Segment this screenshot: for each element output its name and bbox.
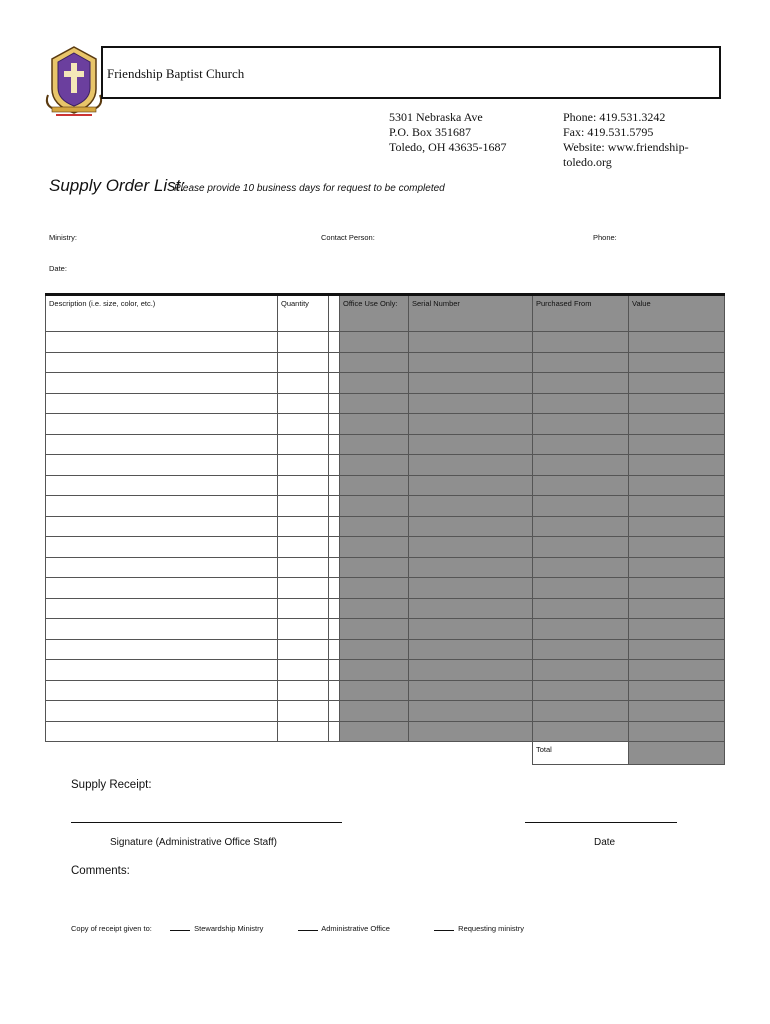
table-row	[46, 434, 725, 455]
quantity-cell[interactable]	[278, 434, 329, 455]
contact-fax: Fax: 419.531.5795	[563, 125, 654, 139]
signature-line[interactable]	[71, 822, 342, 823]
value-cell[interactable]	[629, 701, 725, 722]
quantity-cell[interactable]	[278, 373, 329, 394]
office-use-cell[interactable]	[340, 598, 409, 619]
copy-receipt-label: Copy of receipt given to:	[71, 924, 152, 933]
office-use-cell[interactable]	[340, 619, 409, 640]
description-cell[interactable]	[46, 660, 278, 681]
copy-receipt-row	[71, 924, 524, 933]
value-cell[interactable]	[629, 680, 725, 701]
value-cell[interactable]	[629, 598, 725, 619]
description-cell[interactable]	[46, 557, 278, 578]
value-cell[interactable]	[629, 373, 725, 394]
quantity-cell[interactable]	[278, 578, 329, 599]
purchased-from-cell[interactable]	[533, 660, 629, 681]
spacer-cell	[329, 352, 340, 373]
church-contact	[563, 110, 689, 170]
spacer-cell	[329, 516, 340, 537]
spacer-cell	[329, 414, 340, 435]
office-use-cell[interactable]	[340, 721, 409, 742]
quantity-cell[interactable]	[278, 455, 329, 476]
spacer-cell	[329, 373, 340, 394]
description-cell[interactable]	[46, 475, 278, 496]
office-use-cell[interactable]	[340, 537, 409, 558]
serial-number-cell[interactable]	[409, 660, 533, 681]
office-use-cell[interactable]	[340, 496, 409, 517]
serial-number-cell[interactable]	[409, 639, 533, 660]
spacer-cell	[329, 537, 340, 558]
office-use-cell[interactable]	[340, 639, 409, 660]
description-cell[interactable]	[46, 352, 278, 373]
phone-field[interactable]: Phone:	[593, 233, 617, 242]
value-cell[interactable]	[629, 660, 725, 681]
serial-number-cell[interactable]	[409, 598, 533, 619]
office-use-cell[interactable]	[340, 701, 409, 722]
table-row	[46, 721, 725, 742]
value-cell[interactable]	[629, 393, 725, 414]
purchased-from-cell[interactable]	[533, 496, 629, 517]
signature-label: Signature (Administrative Office Staff)	[110, 837, 277, 848]
office-use-cell[interactable]	[340, 414, 409, 435]
description-cell[interactable]	[46, 578, 278, 599]
date-label: Date	[594, 837, 616, 848]
purchased-from-cell[interactable]	[533, 414, 629, 435]
spacer-cell	[329, 332, 340, 353]
quantity-cell[interactable]	[278, 557, 329, 578]
spacer-cell	[329, 701, 340, 722]
quantity-cell[interactable]	[278, 393, 329, 414]
office-use-cell[interactable]	[340, 352, 409, 373]
value-cell[interactable]	[629, 414, 725, 435]
spacer-cell	[329, 598, 340, 619]
table-header-row	[46, 295, 725, 332]
purchased-from-cell[interactable]	[533, 598, 629, 619]
spacer-cell	[329, 680, 340, 701]
purchased-from-cell[interactable]	[533, 537, 629, 558]
serial-number-cell[interactable]	[409, 434, 533, 455]
quantity-cell[interactable]	[278, 475, 329, 496]
office-use-cell[interactable]	[340, 393, 409, 414]
table-row	[46, 455, 725, 476]
office-use-cell[interactable]	[340, 434, 409, 455]
serial-number-cell[interactable]	[409, 701, 533, 722]
serial-number-cell[interactable]	[409, 475, 533, 496]
value-cell[interactable]	[629, 537, 725, 558]
spacer-cell	[329, 639, 340, 660]
office-use-cell[interactable]	[340, 455, 409, 476]
purchased-from-cell[interactable]	[533, 680, 629, 701]
serial-number-cell[interactable]	[409, 393, 533, 414]
description-cell[interactable]	[46, 373, 278, 394]
requesting-blank[interactable]	[434, 930, 454, 931]
table-row	[46, 598, 725, 619]
date-field[interactable]: Date:	[49, 264, 67, 273]
contact-phone: Phone: 419.531.3242	[563, 110, 666, 124]
contact-website: Website: www.friendship-	[563, 140, 689, 154]
serial-number-cell[interactable]	[409, 414, 533, 435]
quantity-cell[interactable]	[278, 619, 329, 640]
purchased-from-cell[interactable]	[533, 516, 629, 537]
spacer-cell	[329, 455, 340, 476]
church-address	[389, 110, 506, 155]
office-use-cell[interactable]	[340, 660, 409, 681]
purchased-from-cell[interactable]	[533, 434, 629, 455]
contact-person-field[interactable]: Contact Person:	[321, 233, 375, 242]
quantity-cell[interactable]	[278, 414, 329, 435]
serial-number-cell[interactable]	[409, 516, 533, 537]
table-row	[46, 496, 725, 517]
description-cell[interactable]	[46, 393, 278, 414]
address-line: 5301 Nebraska Ave	[389, 110, 483, 124]
value-cell[interactable]	[629, 721, 725, 742]
supply-order-table	[45, 293, 725, 765]
comments-heading: Comments:	[71, 865, 130, 877]
quantity-cell[interactable]	[278, 701, 329, 722]
spacer-cell	[329, 434, 340, 455]
quantity-cell[interactable]	[278, 516, 329, 537]
spacer-cell	[329, 660, 340, 681]
description-cell[interactable]	[46, 639, 278, 660]
ministry-field[interactable]: Ministry:	[49, 233, 77, 242]
value-cell[interactable]	[629, 619, 725, 640]
total-label: Total	[533, 742, 629, 765]
value-cell[interactable]	[629, 496, 725, 517]
col-quantity: Quantity	[278, 295, 329, 332]
total-row	[46, 742, 725, 765]
description-cell[interactable]	[46, 434, 278, 455]
admin-office-blank[interactable]	[298, 930, 318, 931]
value-cell[interactable]	[629, 434, 725, 455]
table-row	[46, 557, 725, 578]
date-line[interactable]	[525, 822, 677, 823]
page-subtitle: Please provide 10 business days for request to be completed	[174, 183, 445, 194]
table-row	[46, 701, 725, 722]
spacer-cell	[329, 393, 340, 414]
purchased-from-cell[interactable]	[533, 619, 629, 640]
option-admin-office: Administrative Office	[321, 924, 390, 933]
church-name: Friendship Baptist Church	[107, 66, 245, 81]
col-office-use: Office Use Only:	[340, 295, 409, 332]
spacer-cell	[329, 475, 340, 496]
description-cell[interactable]	[46, 516, 278, 537]
col-description: Description (i.e. size, color, etc.)	[46, 295, 278, 332]
page-title: Supply Order List:	[49, 176, 186, 195]
value-cell[interactable]	[629, 557, 725, 578]
purchased-from-cell[interactable]	[533, 578, 629, 599]
table-row	[46, 578, 725, 599]
address-line: P.O. Box 351687	[389, 125, 472, 139]
description-cell[interactable]	[46, 701, 278, 722]
quantity-cell[interactable]	[278, 680, 329, 701]
value-cell[interactable]	[629, 639, 725, 660]
option-requesting: Requesting ministry	[458, 924, 525, 933]
serial-number-cell[interactable]	[409, 619, 533, 640]
description-cell[interactable]	[46, 680, 278, 701]
col-serial-number: Serial Number	[409, 295, 533, 332]
value-cell[interactable]	[629, 578, 725, 599]
serial-number-cell[interactable]	[409, 578, 533, 599]
purchased-from-cell[interactable]	[533, 639, 629, 660]
office-use-cell[interactable]	[340, 516, 409, 537]
description-cell[interactable]	[46, 537, 278, 558]
option-stewardship: Stewardship Ministry	[194, 924, 264, 933]
office-use-cell[interactable]	[340, 557, 409, 578]
spacer-cell	[329, 496, 340, 517]
table-row	[46, 660, 725, 681]
description-cell[interactable]	[46, 414, 278, 435]
serial-number-cell[interactable]	[409, 557, 533, 578]
table-row	[46, 393, 725, 414]
quantity-cell[interactable]	[278, 660, 329, 681]
value-cell[interactable]	[629, 352, 725, 373]
purchased-from-cell[interactable]	[533, 475, 629, 496]
col-spacer	[329, 295, 340, 332]
description-cell[interactable]	[46, 455, 278, 476]
quantity-cell[interactable]	[278, 721, 329, 742]
serial-number-cell[interactable]	[409, 721, 533, 742]
office-use-cell[interactable]	[340, 680, 409, 701]
quantity-cell[interactable]	[278, 639, 329, 660]
total-value-cell[interactable]	[629, 742, 725, 765]
serial-number-cell[interactable]	[409, 496, 533, 517]
office-use-cell[interactable]	[340, 475, 409, 496]
spacer-cell	[329, 578, 340, 599]
stewardship-blank[interactable]	[170, 930, 190, 931]
serial-number-cell[interactable]	[409, 455, 533, 476]
purchased-from-cell[interactable]	[533, 393, 629, 414]
office-use-cell[interactable]	[340, 332, 409, 353]
purchased-from-cell[interactable]	[533, 373, 629, 394]
purchased-from-cell[interactable]	[533, 455, 629, 476]
description-cell[interactable]	[46, 619, 278, 640]
table-row	[46, 516, 725, 537]
value-cell[interactable]	[629, 516, 725, 537]
quantity-cell[interactable]	[278, 598, 329, 619]
table-row	[46, 619, 725, 640]
table-row	[46, 475, 725, 496]
supply-receipt-heading: Supply Receipt:	[71, 779, 152, 791]
address-line: Toledo, OH 43635-1687	[389, 140, 507, 154]
col-value: Value	[629, 295, 725, 332]
table-row	[46, 537, 725, 558]
table-row	[46, 352, 725, 373]
table-row	[46, 639, 725, 660]
purchased-from-cell[interactable]	[533, 701, 629, 722]
serial-number-cell[interactable]	[409, 373, 533, 394]
church-seal-icon	[44, 45, 104, 117]
purchased-from-cell[interactable]	[533, 557, 629, 578]
quantity-cell[interactable]	[278, 332, 329, 353]
serial-number-cell[interactable]	[409, 537, 533, 558]
table-row	[46, 680, 725, 701]
purchased-from-cell[interactable]	[533, 352, 629, 373]
table-row	[46, 332, 725, 353]
description-cell[interactable]	[46, 598, 278, 619]
quantity-cell[interactable]	[278, 496, 329, 517]
office-use-cell[interactable]	[340, 578, 409, 599]
serial-number-cell[interactable]	[409, 332, 533, 353]
description-cell[interactable]	[46, 496, 278, 517]
quantity-cell[interactable]	[278, 537, 329, 558]
description-cell[interactable]	[46, 332, 278, 353]
contact-website-cont: toledo.org	[563, 155, 612, 169]
serial-number-cell[interactable]	[409, 680, 533, 701]
value-cell[interactable]	[629, 332, 725, 353]
value-cell[interactable]	[629, 475, 725, 496]
value-cell[interactable]	[629, 455, 725, 476]
spacer-cell	[329, 619, 340, 640]
serial-number-cell[interactable]	[409, 352, 533, 373]
col-purchased-from: Purchased From	[533, 295, 629, 332]
spacer-cell	[329, 721, 340, 742]
description-cell[interactable]	[46, 721, 278, 742]
quantity-cell[interactable]	[278, 352, 329, 373]
table-row	[46, 373, 725, 394]
spacer-cell	[329, 557, 340, 578]
table-row	[46, 414, 725, 435]
purchased-from-cell[interactable]	[533, 332, 629, 353]
purchased-from-cell[interactable]	[533, 721, 629, 742]
office-use-cell[interactable]	[340, 373, 409, 394]
